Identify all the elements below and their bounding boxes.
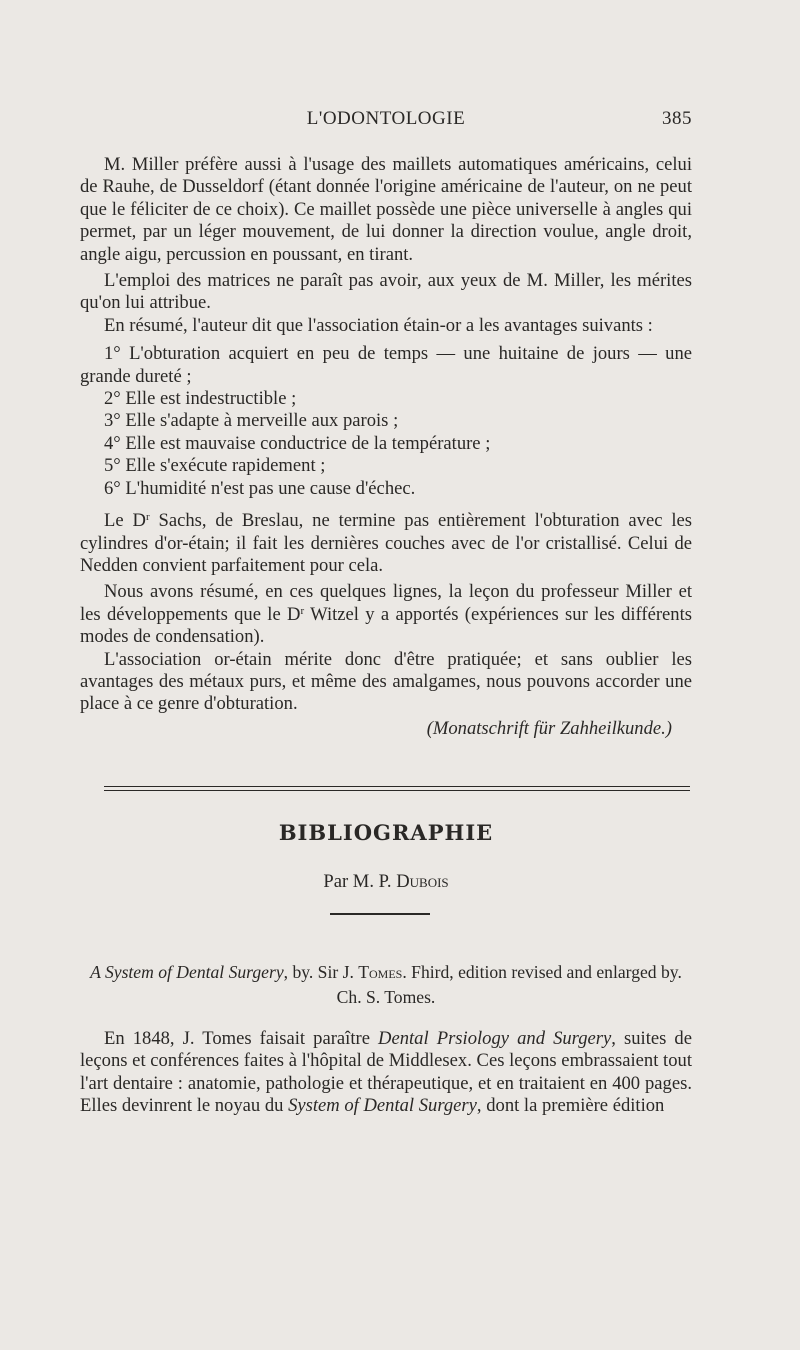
p5-text-b: Witzel y a apportés (expériences sur les différents modes de condensation). — [80, 603, 692, 648]
list-item-3: 3° Elle s'adapte à merveille aux parois ; — [104, 410, 399, 432]
list-item-6: 6° L'humidité n'est pas une cause d'échec. — [104, 477, 416, 499]
paragraph-6: L'association or-étain mérite donc d'être pratiquée; et sans oublier les avantages des métaux purs, et même des amalgames, nous pouvons accorder une place à ce genre d'obturation. — [80, 648, 692, 715]
article-body — [80, 154, 692, 740]
byline-prefix: Par M. P. — [323, 871, 397, 892]
paragraph-5 — [80, 581, 692, 648]
entry-article: A — [90, 962, 105, 982]
p4-text-b: Sachs, de Breslau, ne termine pas entièrement l'obturation avec les cylindres d'or-étain; il fait les dernières couches avec de l'or cristallisé. Celui de Nedden convient parfaitement pour cela. — [80, 510, 693, 576]
p4-superscript: r — [145, 511, 150, 524]
review-italic-2: System of Dental Surgery — [288, 1095, 477, 1117]
review-text-1: En 1848, J. Tomes faisait paraître — [104, 1028, 379, 1049]
journal-title: L'ODONTOLOGIE — [306, 108, 466, 129]
review-text-2: , suites de leçons et conférences faites à l'hôpital de Middlesex. Ces leçons embrassaient tout l'art dentaire : anatomie, pathologie et thérapeutique, et en traitaient en 400 pages. Elles devinrent le noyau du — [80, 1028, 692, 1117]
entry-rest: . Fhird, edition revised and enlarged by. Ch. S. Tomes. — [336, 962, 682, 1007]
entry-author: Tomes — [358, 962, 403, 982]
running-header — [80, 108, 692, 138]
list-item-2: 2° Elle est indestructible ; — [104, 388, 297, 410]
paragraph-3: En résumé, l'auteur dit que l'association étain-or a les avantages suivants : — [104, 314, 653, 336]
review-italic-1: Dental Prsiology and Surgery — [378, 1028, 612, 1049]
p4-text-a: Le D — [104, 510, 146, 532]
section-byline — [80, 871, 692, 893]
section-title: BIBLIOGRAPHIE — [278, 820, 494, 845]
entry-by: , by. Sir J. — [283, 962, 359, 982]
paragraph-1: M. Miller préfère aussi à l'usage des maillets automatiques américains, celui de Rauhe, de Dusseldorf (étant donnée l'origine américaine de l'auteur, on ne peut que le féliciter de ce choix). Ce maillet possède une pièce universelle à angles qui permet, par un léger mouvement, de lui donner la direction voulue, angle droit, angle aigu, percussion en poussant, en tirant. — [80, 154, 692, 265]
bibliography-entry — [80, 960, 692, 1010]
review-text-3: , dont la première édition — [476, 1095, 665, 1117]
list-item-4: 4° Elle est mauvaise conductrice de la température ; — [104, 432, 491, 454]
paragraph-4 — [80, 510, 692, 577]
advantages-list — [80, 343, 692, 500]
section-divider — [104, 786, 690, 791]
source-citation: (Monatschrift für Zahheilkunde.) — [426, 717, 672, 739]
list-item-5: 5° Elle s'exécute rapidement ; — [104, 455, 326, 477]
entry-title: System of Dental Surgery — [104, 962, 284, 982]
paragraph-2: L'emploi des matrices ne paraît pas avoir, aux yeux de M. Miller, les mérites qu'on lui attribue. — [80, 270, 692, 314]
page-number: 385 — [662, 108, 692, 129]
list-item-1: 1° L'obturation acquiert en peu de temps — une huitaine de jours — une grande dureté ; — [80, 343, 692, 387]
p5-text-a: Nous avons résumé, en ces quelques lignes, la leçon du professeur Miller et les développements que le D — [80, 581, 692, 625]
review-paragraph — [80, 1028, 692, 1118]
byline-author: Dubois — [396, 871, 449, 892]
short-divider — [330, 913, 430, 915]
p5-superscript: r — [300, 604, 305, 617]
